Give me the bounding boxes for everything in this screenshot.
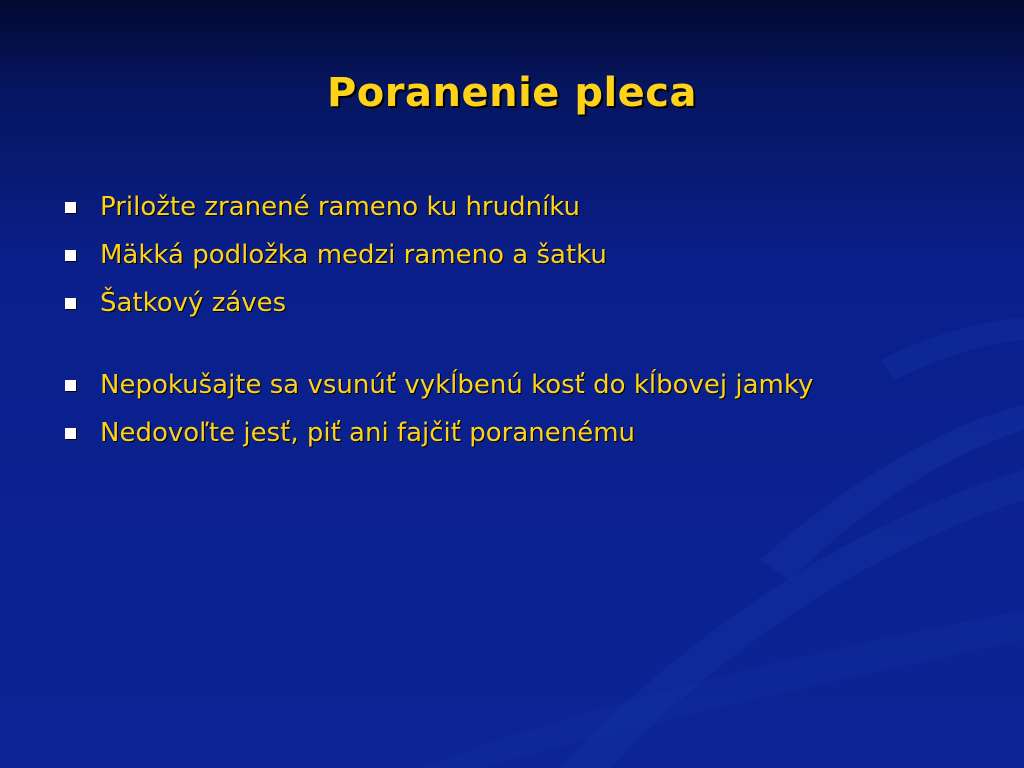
square-bullet-icon [65,202,76,213]
bullet-item [62,236,942,274]
bullet-list [62,188,942,462]
slide-title: Poranenie pleca [326,70,698,116]
square-bullet-icon [65,298,76,309]
square-bullet-icon [65,250,76,261]
bullet-text: Mäkká podložka medzi rameno a šatku [100,240,607,270]
bullet-item [62,188,942,226]
bullet-text: Šatkový záves [100,288,287,318]
bullet-text: Nedovoľte jesť, piť ani fajčiť poranenému [100,418,636,448]
bullet-text: Nepokušajte sa vsunúť vykĺbenú kosť do kĺbovej jamky [100,370,814,400]
bullet-item [62,366,942,404]
bullet-item [62,284,942,322]
bullet-text: Priložte zranené rameno ku hrudníku [100,192,581,222]
square-bullet-icon [65,380,76,391]
bullet-item [62,414,942,452]
square-bullet-icon [65,428,76,439]
